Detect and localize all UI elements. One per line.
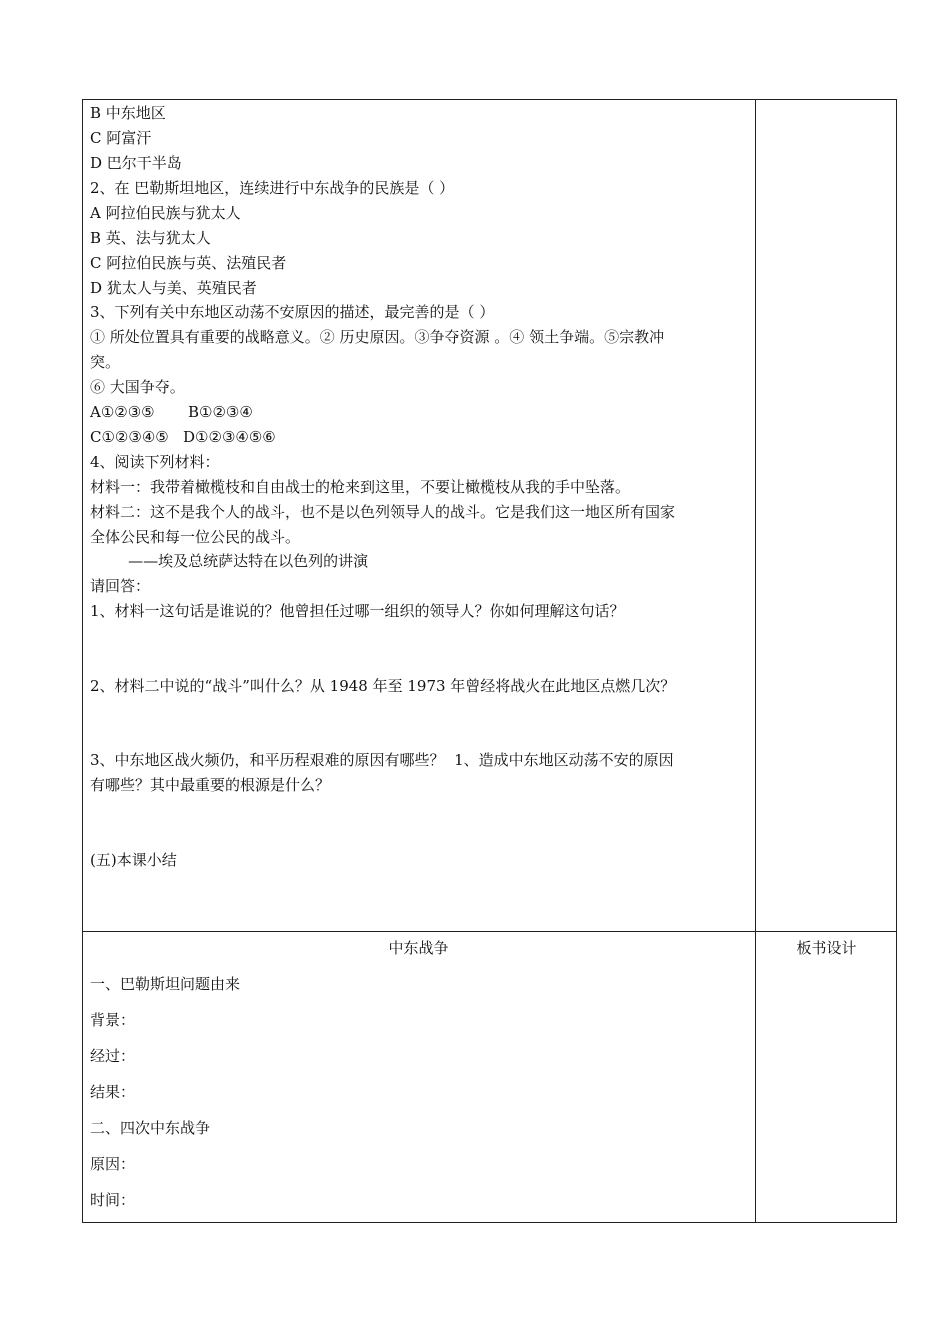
- board-line: 一、巴勒斯坦问题由来: [90, 975, 241, 993]
- option-line: C 阿拉伯民族与英、法殖民者: [90, 254, 287, 272]
- question-2: 2、在 巴勒斯坦地区，连续进行中东战争的民族是（ ）: [90, 179, 455, 197]
- sub-question-3: 3、中东地区战火频仍，和平历程艰难的原因有哪些？ 1、造成中东地区动荡不安的原因: [90, 751, 674, 769]
- option-line: C①②③④⑤ D①②③④⑤⑥: [90, 428, 276, 446]
- board-line: 背景：: [90, 1011, 136, 1029]
- column-divider: [755, 99, 756, 1223]
- option-line: B 英、法与犹太人: [90, 229, 211, 247]
- lesson-summary: (五)本课小结: [90, 851, 177, 869]
- text-line: 请回答：: [90, 577, 151, 595]
- question-3: 3、下列有关中东地区动荡不安原因的描述，最完善的是（ ）: [90, 303, 495, 321]
- option-line: A①②③⑤ B①②③④: [90, 403, 253, 421]
- board-line: 二、四次中东战争: [90, 1119, 211, 1137]
- material-2-cont: 全体公民和每一位公民的战斗。: [90, 528, 301, 546]
- sub-question-1: 1、材料一这句话是谁说的？他曾担任过哪一组织的领导人？你如何理解这句话？: [90, 602, 625, 620]
- text-line: D 巴尔干半岛: [90, 154, 182, 172]
- sub-question-2: 2、材料二中说的“战斗”叫什么？从 1948 年至 1973 年曾经将战火在此地区点燃几次？: [90, 677, 676, 695]
- text-line: C 阿富汗: [90, 129, 152, 147]
- sub-question-3-cont: 有哪些？其中最重要的根源是什么？: [90, 776, 331, 794]
- option-line: D 犹太人与美、英殖民者: [90, 279, 257, 297]
- attribution: ——埃及总统萨达特在以色列的讲演: [90, 552, 369, 570]
- text-line: 突。: [90, 353, 121, 371]
- board-title: 中东战争: [388, 939, 449, 957]
- board-line: 时间：: [90, 1191, 136, 1209]
- material-1: 材料一：我带着橄榄枝和自由战士的枪来到这里，不要让橄榄枝从我的手中坠落。: [90, 478, 631, 496]
- board-line: 结果：: [90, 1083, 136, 1101]
- text-line: ① 所处位置具有重要的战略意义。② 历史原因。③争夺资源 。④ 领土争端。⑤宗教冲: [90, 328, 665, 346]
- question-4: 4、阅读下列材料：: [90, 453, 220, 471]
- board-line: 原因：: [90, 1155, 136, 1173]
- text-line: B 中东地区: [90, 104, 166, 122]
- option-line: A 阿拉伯民族与犹太人: [90, 204, 241, 222]
- board-line: 经过：: [90, 1047, 136, 1065]
- text-line: ⑥ 大国争夺。: [90, 378, 185, 396]
- material-2: 材料二：这不是我个人的战斗，也不是以色列领导人的战斗。它是我们这一地区所有国家: [90, 503, 676, 521]
- board-design-label: 板书设计: [796, 939, 857, 957]
- row-divider: [82, 931, 897, 932]
